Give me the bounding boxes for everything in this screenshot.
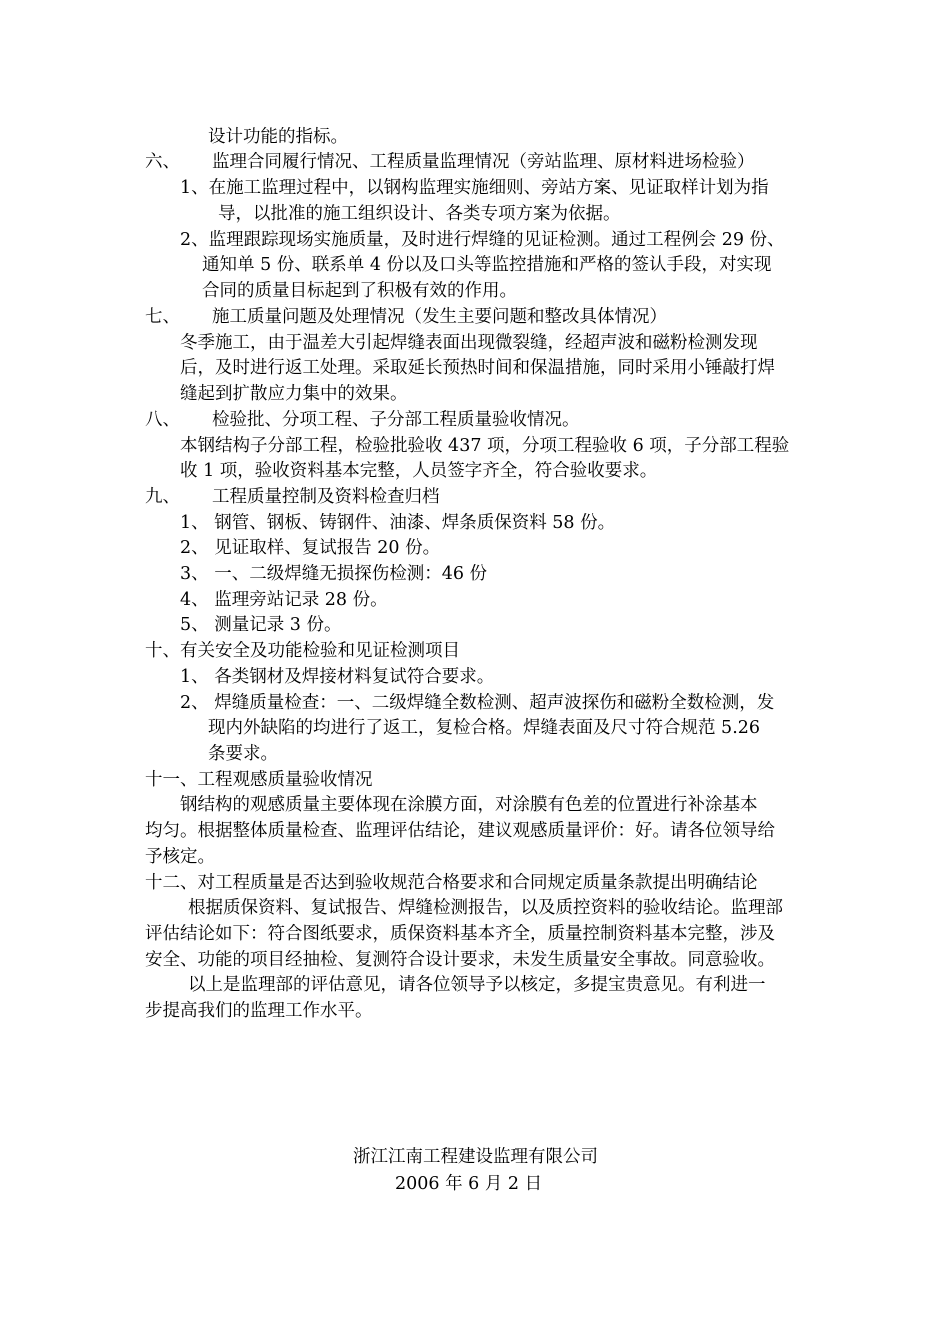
company-signature: 浙江江南工程建设监理有限公司 xyxy=(353,1147,598,1167)
paragraph-line: 收 1 项，验收资料基本完整，人员签字齐全，符合验收要求。 xyxy=(180,461,658,481)
paragraph-line: 评估结论如下：符合图纸要求，质保资料基本齐全，质量控制资料基本完整，涉及 xyxy=(145,924,775,944)
paragraph-line: 通知单 5 份、联系单 4 份以及口头等监控措施和严格的签认手段，对实现 xyxy=(202,255,772,275)
paragraph-line: 导，以批准的施工组织设计、各类专项方案为依据。 xyxy=(218,204,621,224)
section-heading-7 xyxy=(145,304,667,330)
paragraph-line: 2、监理跟踪现场实施质量，及时进行焊缝的见证检测。通过工程例会 29 份、 xyxy=(180,230,785,250)
paragraph-line: 1、在施工监理过程中，以钢构监理实施细则、旁站方案、见证取样计划为指 xyxy=(180,178,769,198)
section-title: 施工质量问题及处理情况（发生主要问题和整改具体情况） xyxy=(212,307,667,327)
list-item: 2、 见证取样、复试报告 20 份。 xyxy=(180,538,441,558)
paragraph-line: 后，及时进行返工处理。采取延长预热时间和保温措施，同时采用小锤敲打焊 xyxy=(180,358,775,378)
paragraph-line: 安全、功能的项目经抽检、复测符合设计要求，未发生质量安全事故。同意验收。 xyxy=(145,950,775,970)
paragraph-line: 根据质保资料、复试报告、焊缝检测报告，以及质控资料的验收结论。监理部 xyxy=(188,898,783,918)
paragraph-line: 设计功能的指标。 xyxy=(208,127,348,147)
section-heading-11: 十一、工程观感质量验收情况 xyxy=(145,770,373,790)
section-title: 监理合同履行情况、工程质量监理情况（旁站监理、原材料进场检验） xyxy=(212,152,755,172)
paragraph-line: 合同的质量目标起到了积极有效的作用。 xyxy=(202,281,517,301)
section-heading-12: 十二、对工程质量是否达到验收规范合格要求和合同规定质量条款提出明确结论 xyxy=(145,873,758,893)
section-number: 八、 xyxy=(145,410,180,430)
section-number: 九、 xyxy=(145,487,180,507)
paragraph-line: 予核定。 xyxy=(145,847,215,867)
paragraph-line: 冬季施工，由于温差大引起焊缝表面出现微裂缝，经超声波和磁粉检测发现 xyxy=(180,333,758,353)
paragraph-line: 均匀。根据整体质量检查、监理评估结论，建议观感质量评价：好。请各位领导给 xyxy=(145,821,775,841)
section-heading-10: 十、有关安全及功能检验和见证检测项目 xyxy=(145,641,460,661)
list-item: 4、 监理旁站记录 28 份。 xyxy=(180,590,388,610)
paragraph-line: 本钢结构子分部工程，检验批验收 437 项，分项工程验收 6 项，子分部工程验 xyxy=(180,436,790,456)
paragraph-line: 钢结构的观感质量主要体现在涂膜方面，对涂膜有色差的位置进行补涂基本 xyxy=(180,795,758,815)
closing-line: 步提高我们的监理工作水平。 xyxy=(145,1001,373,1021)
section-number: 六、 xyxy=(145,152,180,172)
list-item: 3、 一、二级焊缝无损探伤检测：46 份 xyxy=(180,564,488,584)
list-item: 1、 各类钢材及焊接材料复试符合要求。 xyxy=(180,667,495,687)
signature-date: 2006 年 6 月 2 日 xyxy=(395,1174,543,1194)
paragraph-line: 缝起到扩散应力集中的效果。 xyxy=(180,384,408,404)
paragraph-line: 条要求。 xyxy=(208,744,278,764)
section-title: 检验批、分项工程、子分部工程质量验收情况。 xyxy=(212,410,580,430)
section-title: 工程质量控制及资料检查归档 xyxy=(212,487,440,507)
section-number: 七、 xyxy=(145,307,180,327)
list-item: 5、 测量记录 3 份。 xyxy=(180,615,342,635)
closing-line: 以上是监理部的评估意见，请各位领导予以核定，多提宝贵意见。有利进一 xyxy=(188,975,766,995)
paragraph-line: 现内外缺陷的均进行了返工，复检合格。焊缝表面及尺寸符合规范 5.26 xyxy=(208,718,761,738)
section-heading-6 xyxy=(145,149,755,175)
section-heading-8 xyxy=(145,407,580,433)
list-item: 2、 焊缝质量检查：一、二级焊缝全数检测、超声波探伤和磁粉全数检测，发 xyxy=(180,693,775,713)
list-item: 1、 钢管、钢板、铸钢件、油漆、焊条质保资料 58 份。 xyxy=(180,513,616,533)
section-heading-9 xyxy=(145,484,440,510)
